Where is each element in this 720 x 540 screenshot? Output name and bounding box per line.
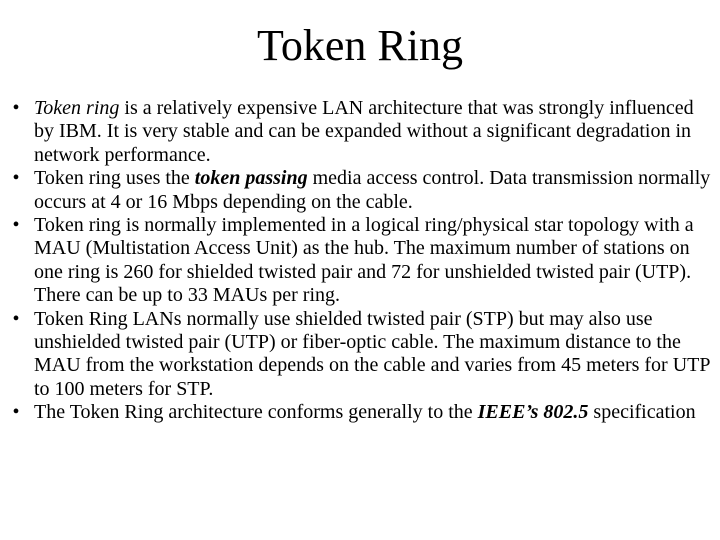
bullet-text-post: specification [588,401,696,424]
slide-title: Token Ring [257,21,463,70]
bullet-icon: • [12,307,20,330]
bullet-text: is a relatively expensive LAN architecture that was strongly influenced by IBM. It is very stable and can be expanded without a significant degradation in network performance. [34,97,694,166]
bullet-list [6,97,714,425]
bullet-item-topology [6,214,714,308]
bullet-icon: • [12,401,20,424]
bullet-icon: • [12,167,20,190]
bullet-item-ieee-standard [6,401,714,424]
term-token-ring: Token ring [34,97,120,119]
bullet-icon: • [12,97,20,119]
bullet-item-token-passing [6,167,714,214]
bullet-text-pre: The Token Ring architecture conforms generally to the [34,401,478,424]
bullet-text: Token Ring LANs normally use shielded twisted pair (STP) but may also use unshielded twisted pair (UTP) or fiber-optic cable. The maximum distance to the MAU from the workstation depends on the cable and varies from 45 meters for UTP to 100 meters for STP. [34,307,710,400]
term-token-passing: token passing [194,167,308,190]
bullet-icon: • [12,214,20,237]
bullet-text: Token ring is normally implemented in a logical ring/physical star topology with a MAU (Multistation Access Unit) as the hub. The maximum number of stations on one ring is 260 for shielded twisted pair and 72 for unshielded twisted pair (UTP). There can be up to 33 MAUs per ring. [34,214,694,307]
bullet-item-token-ring-overview [6,97,714,167]
bullet-text-post: media access control. Data transmission normally occurs at 4 or 16 Mbps depending on the cable. [34,167,711,213]
bullet-item-cabling [6,308,714,402]
term-ieee-802-5: IEEE’s 802.5 [477,401,589,424]
bullet-text-pre: Token ring uses the [34,167,195,190]
